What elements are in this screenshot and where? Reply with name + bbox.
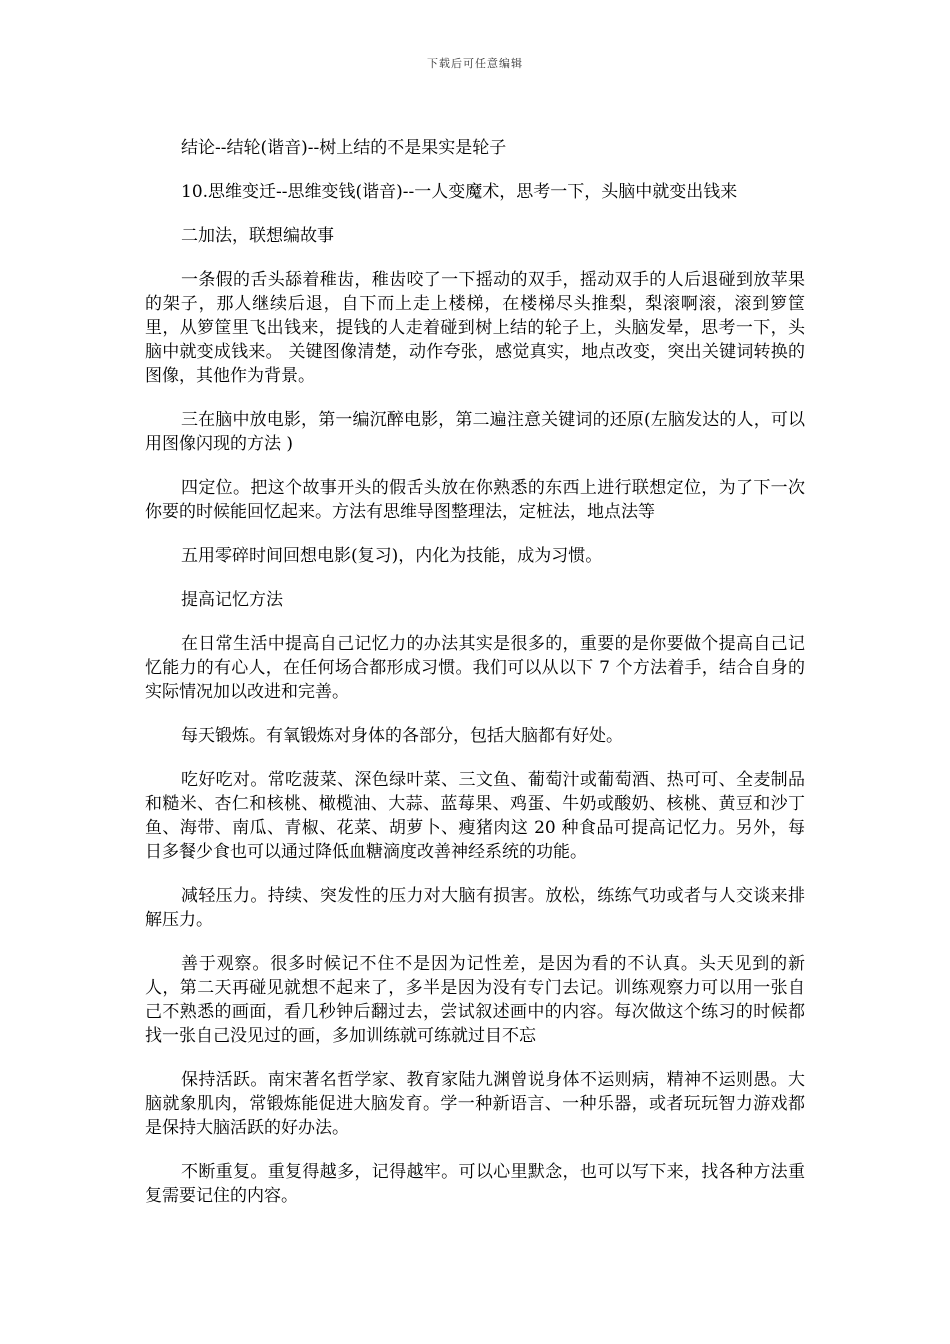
section-heading: 二加法，联想编故事: [181, 226, 334, 246]
paragraph: 三在脑中放电影，第一编沉醉电影，第二遍注意关键词的还原(左脑发达的人，可以用图像闪现的方法 ): [145, 410, 805, 454]
page-header: 下载后可任意编辑: [427, 57, 523, 70]
paragraph: 10.思维变迁--思维变钱(谐音)--一人变魔术，思考一下，头脑中就变出钱来: [181, 182, 738, 202]
paragraph: 保持活跃。南宋著名哲学家、教育家陆九渊曾说身体不运则病，精神不运则愚。大脑就象肌肉，常锻炼能促进大脑发育。学一种新语言、一种乐器，或者玩玩智力游戏都是保持大脑活跃的好办法。: [145, 1070, 805, 1138]
paragraph: 在日常生活中提高自己记忆力的办法其实是很多的，重要的是你要做个提高自己记忆能力的有心人，在任何场合都形成习惯。我们可以从以下 7 个方法着手，结合自身的实际情况加以改进和完善。: [145, 634, 805, 702]
document-body: [145, 136, 805, 1228]
paragraph: 善于观察。很多时候记不住不是因为记性差，是因为看的不认真。头天见到的新人，第二天再碰见就想不起来了，多半是因为没有专门去记。训练观察力可以用一张自己不熟悉的画面，看几秒钟后翻过去，尝试叙述画中的内容。每次做这个练习的时候都找一张自己没见过的画，多加训练就可练就过目不忘: [145, 954, 805, 1046]
paragraph: 结论--结轮(谐音)--树上结的不是果实是轮子: [181, 138, 507, 158]
section-heading: 提高记忆方法: [181, 590, 283, 610]
paragraph: 五用零碎时间回想电影(复习)，内化为技能，成为习惯。: [181, 546, 603, 566]
paragraph: 一条假的舌头舔着稚齿，稚齿咬了一下摇动的双手，摇动双手的人后退碰到放苹果的架子，那人继续后退，自下而上走上楼梯，在楼梯尽头推梨，梨滚啊滚，滚到箩筐里，从箩筐里飞出钱来，提钱的人走着碰到树上结的轮子上，头脑发晕，思考一下，头脑中就变成钱来。 关键图像清楚，动作夸张，感觉真实，地点改变，突出关键词转换的图像，其他作为背景。: [145, 270, 805, 386]
paragraph: 不断重复。重复得越多，记得越牢。可以心里默念，也可以写下来，找各种方法重复需要记住的内容。: [145, 1162, 805, 1206]
paragraph: 减轻压力。持续、突发性的压力对大脑有损害。放松，练练气功或者与人交谈来排解压力。: [145, 886, 805, 930]
paragraph: 四定位。把这个故事开头的假舌头放在你熟悉的东西上进行联想定位，为了下一次你要的时候能回忆起来。方法有思维导图整理法，定桩法，地点法等: [145, 478, 805, 522]
paragraph: 吃好吃对。常吃菠菜、深色绿叶菜、三文鱼、葡萄汁或葡萄酒、热可可、全麦制品和糙米、杏仁和核桃、橄榄油、大蒜、蓝莓果、鸡蛋、牛奶或酸奶、核桃、黄豆和沙丁鱼、海带、南瓜、青椒、花菜、胡萝卜、瘦猪肉这 20 种食品可提高记忆力。另外，每日多餐少食也可以通过降低血糖滴度改善神经系统的功能。: [145, 770, 805, 862]
paragraph: 每天锻炼。有氧锻炼对身体的各部分，包括大脑都有好处。: [181, 726, 623, 746]
